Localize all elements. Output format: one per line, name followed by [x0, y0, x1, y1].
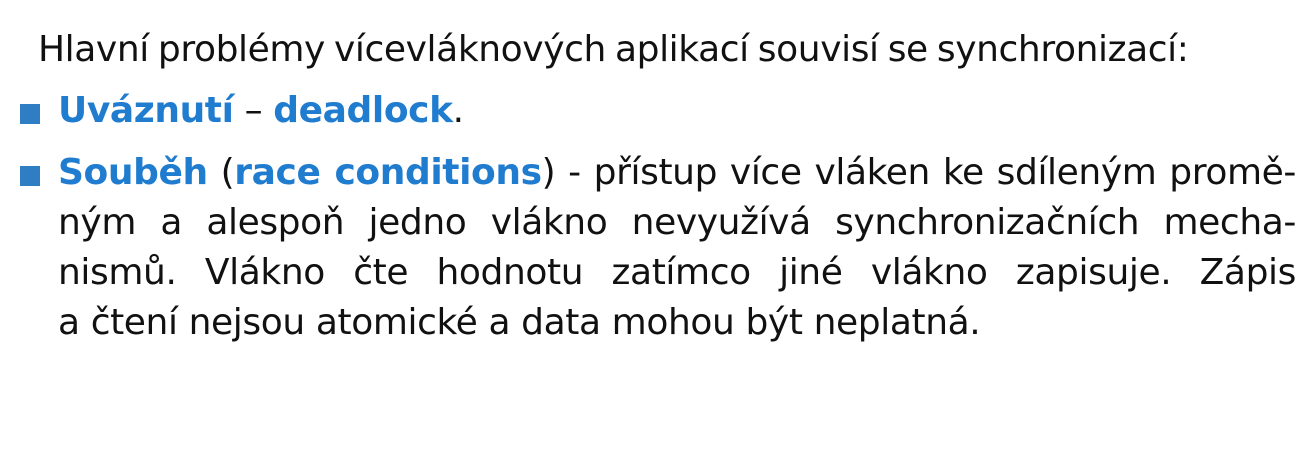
deadlock-english-term: deadlock [273, 90, 453, 131]
bullet-race-conditions [20, 148, 1296, 348]
race-term: Souběh [58, 152, 208, 193]
deadlock-end: . [452, 90, 464, 131]
race-line-3: nismů. Vlákno čte hodnotu zatímco jiné vlákno zapisuje. Zápis [58, 252, 1296, 293]
race-english-term: race conditions [234, 152, 542, 193]
bullet-square-icon [20, 104, 40, 124]
race-open-paren: ( [207, 152, 235, 193]
bullet-list [20, 86, 1296, 348]
bullet-square-icon [20, 166, 40, 186]
deadlock-term: Uváznutí [58, 90, 234, 131]
deadlock-dash: – [233, 90, 274, 131]
bullet-deadlock-text [58, 90, 464, 131]
intro-text: Hlavní problémy vícevláknových aplikací souvisí se synchronizací: [38, 29, 1189, 70]
race-description-start: ) - přístup více vláken ke sdíleným promě- [541, 152, 1296, 193]
race-line-1 [58, 148, 1296, 198]
race-line-2: ným a alespoň jedno vlákno nevyužívá synchronizačních mecha- [58, 202, 1296, 243]
race-line-4: a čtení nejsou atomické a data mohou být neplatná. [58, 302, 981, 343]
bullet-deadlock [20, 86, 1296, 136]
